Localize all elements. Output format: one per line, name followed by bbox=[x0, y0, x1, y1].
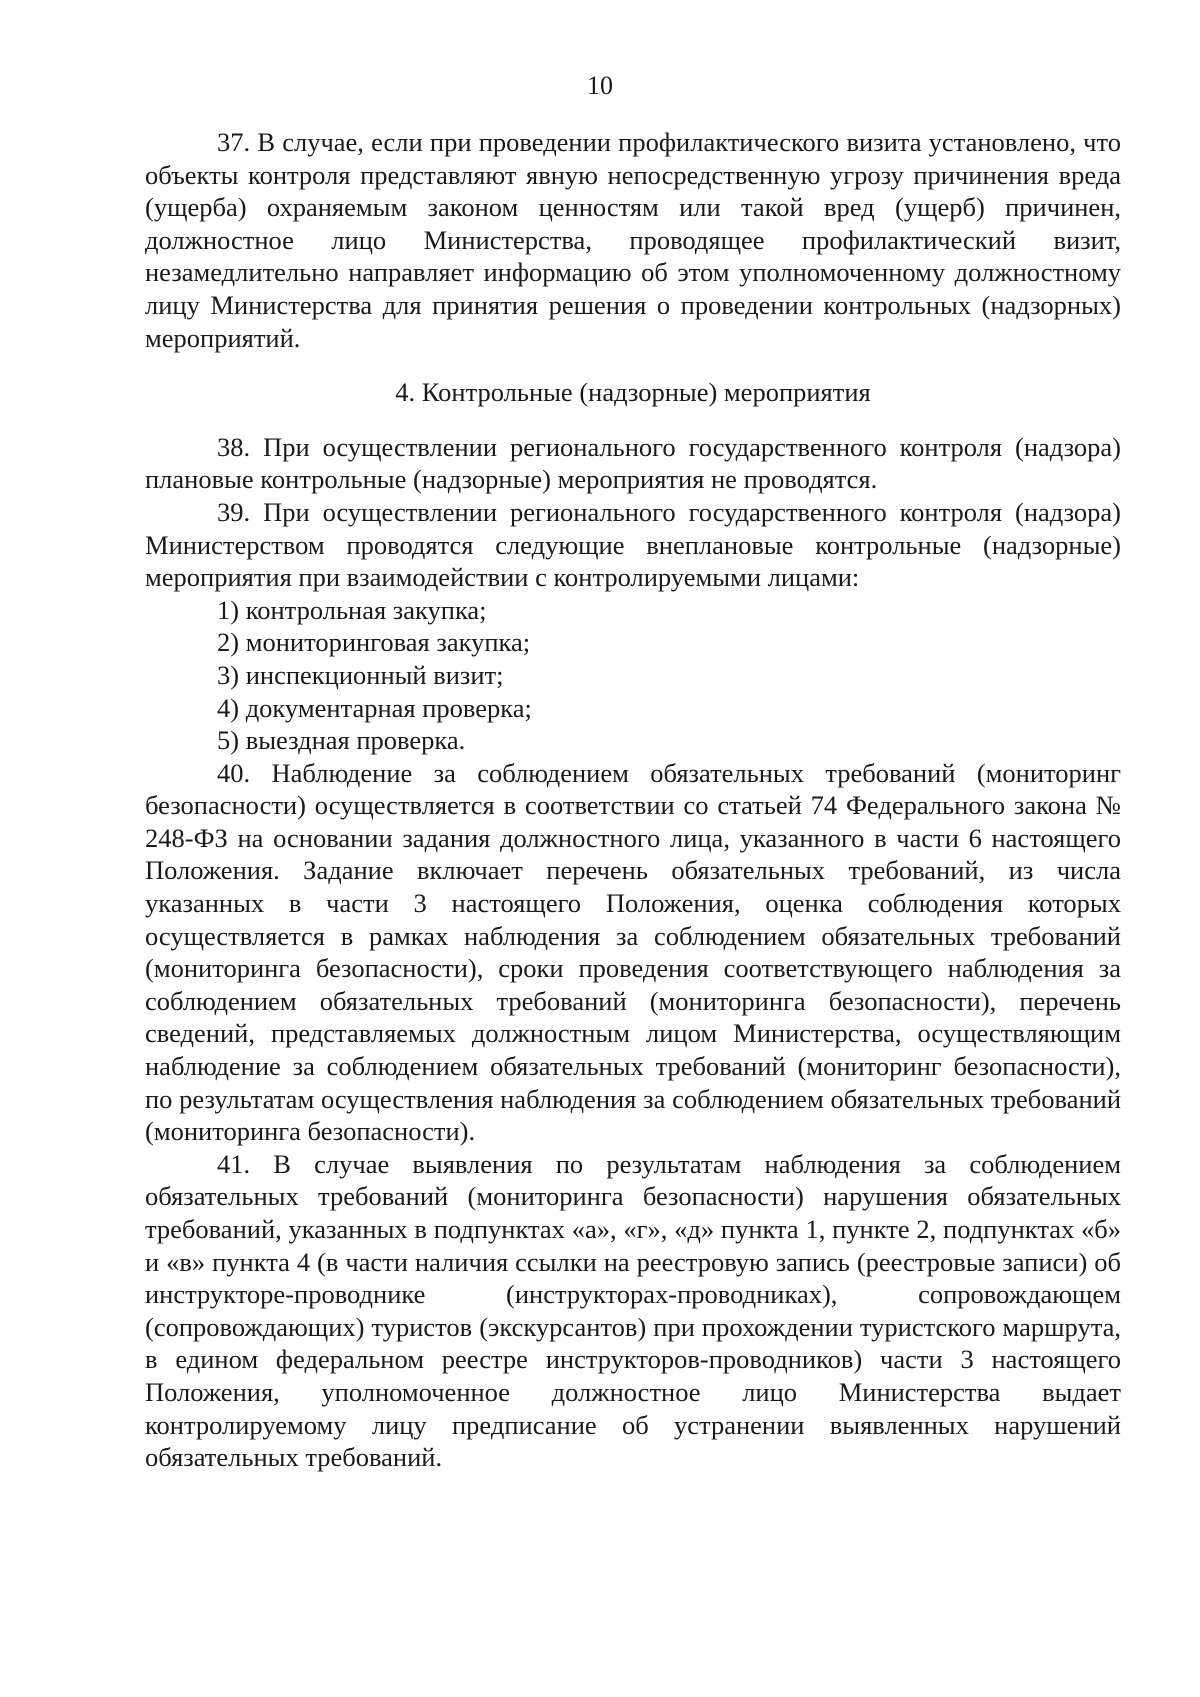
paragraph-41: 41. В случае выявления по результатам наблюдения за соблюдением обязательных требований (мониторинга безопасности) нарушения обязательных требований, указанных в подпунктах «а», «г», «д» пункта 1, пункте 2, подпунктах «б» и «в» пункта 4 (в части наличия ссылки на реестровую запись (реестровые записи) об инструкторе-проводнике (инструкторах-проводниках), сопровождающем (сопровождающих) туристов (экскурсантов) при прохождении туристского маршрута, в едином федеральном реестре инструкторов-проводников) части 3 настоящего Положения, уполномоченное должностное лицо Министерства выдает контролируемому лицу предписание об устранении выявленных нарушений обязательных требований. bbox=[145, 1148, 1121, 1473]
list-item: 4) документарная проверка; bbox=[217, 692, 532, 723]
section-heading: 4. Контрольные (надзорные) мероприятия bbox=[395, 377, 871, 408]
list-item: 2) мониторинговая закупка; bbox=[217, 627, 531, 658]
paragraph-37: 37. В случае, если при проведении профилактического визита установлено, что объекты контроля представляют явную непосредственную угрозу причинения вреда (ущерба) охраняемым законом ценностям или такой вред (ущерб) причинен, должностное лицо Министерства, проводящее профилактический визит, незамедлительно направляет информацию об этом уполномоченному должностному лицу Министерства для принятия решения о проведении контрольных (надзорных) мероприятий. bbox=[145, 127, 1121, 353]
page-number: 10 bbox=[587, 71, 613, 100]
paragraph-38: 38. При осуществлении регионального государственного контроля (надзора) плановые контрольные (надзорные) мероприятия не проводятся. bbox=[145, 431, 1121, 495]
document-body bbox=[145, 126, 1121, 1474]
paragraph-39: 39. При осуществлении регионального государственного контроля (надзора) Министерством проводятся следующие внеплановые контрольные (надзорные) мероприятия при взаимодействии с контролируемыми лицами: bbox=[145, 496, 1121, 593]
list-item: 5) выездная проверка. bbox=[217, 725, 466, 756]
list-item: 1) контрольная закупка; bbox=[217, 594, 487, 625]
list-item: 3) инспекционный визит; bbox=[217, 659, 504, 690]
paragraph-40: 40. Наблюдение за соблюдением обязательных требований (мониторинг безопасности) осуществляется в соответствии со статьей 74 Федерального закона № 248-ФЗ на основании задания должностного лица, указанного в части 6 настоящего Положения. Задание включает перечень обязательных требований, из числа указанных в части 3 настоящего Положения, оценка соблюдения которых осуществляется в рамках наблюдения за соблюдением обязательных требований (мониторинга безопасности), сроки проведения соответствующего наблюдения за соблюдением обязательных требований (мониторинга безопасности), перечень сведений, представляемых должностным лицом Министерства, осуществляющим наблюдение за соблюдением обязательных требований (мониторинг безопасности), по результатам осуществления наблюдения за соблюдением обязательных требований (мониторинга безопасности). bbox=[145, 757, 1121, 1147]
